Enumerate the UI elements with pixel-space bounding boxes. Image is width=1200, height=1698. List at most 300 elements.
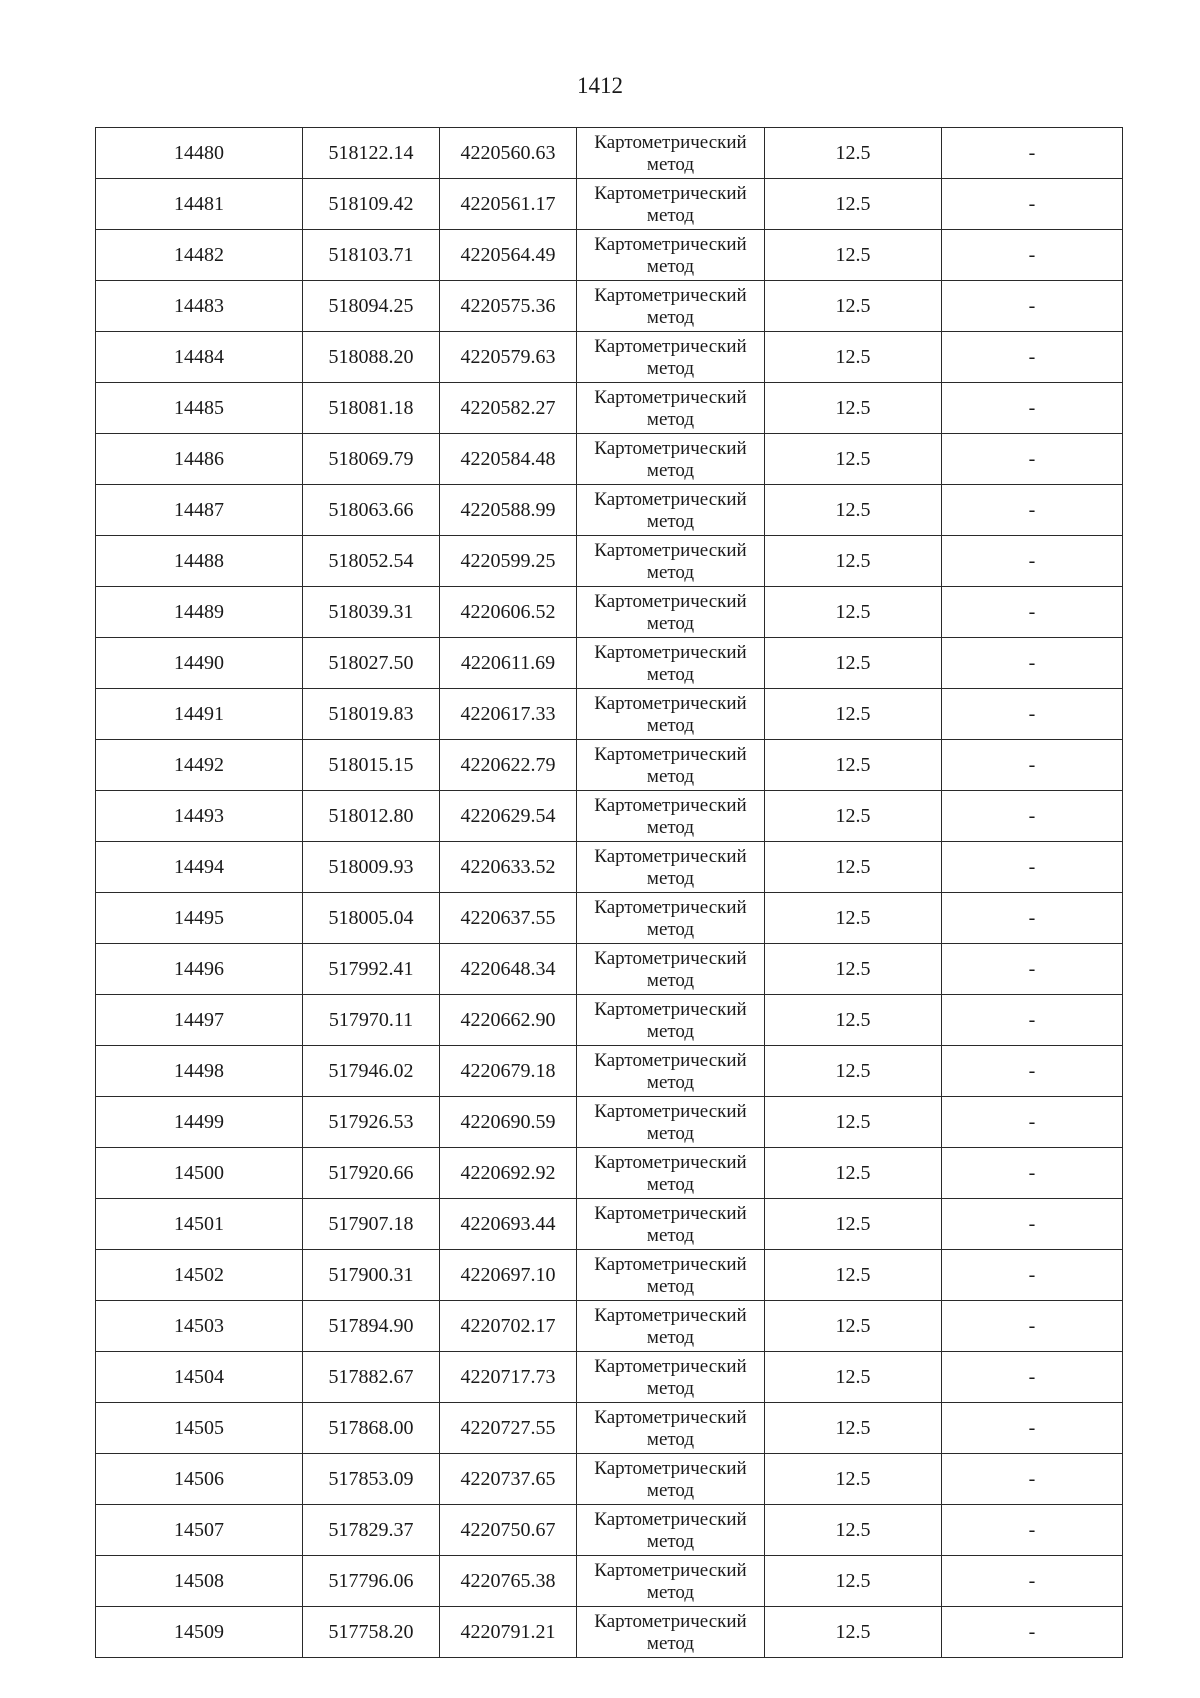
y-coordinate: 4220575.36 bbox=[460, 295, 556, 317]
y-coordinate-cell bbox=[440, 332, 577, 383]
point-number-cell bbox=[96, 1505, 303, 1556]
note-value: - bbox=[1028, 499, 1036, 521]
x-coordinate-cell bbox=[303, 1046, 440, 1097]
accuracy-value: 12.5 bbox=[835, 1519, 871, 1541]
accuracy-cell bbox=[765, 1046, 942, 1097]
table-row bbox=[96, 1046, 1123, 1097]
point-number: 14490 bbox=[174, 652, 224, 674]
y-coordinate-cell bbox=[440, 740, 577, 791]
page-number: 1412 bbox=[577, 73, 623, 98]
method-line-2: метод bbox=[646, 1377, 695, 1399]
table-body bbox=[96, 128, 1123, 1658]
point-number: 14482 bbox=[174, 244, 224, 266]
x-coordinate: 517992.41 bbox=[328, 958, 414, 980]
method-line-2: метод bbox=[646, 1632, 695, 1654]
accuracy-cell bbox=[765, 230, 942, 281]
point-number: 14498 bbox=[174, 1060, 224, 1082]
x-coordinate: 518109.42 bbox=[328, 193, 414, 215]
x-coordinate: 517926.53 bbox=[328, 1111, 414, 1133]
table-row bbox=[96, 383, 1123, 434]
y-coordinate: 4220582.27 bbox=[460, 397, 556, 419]
point-number: 14509 bbox=[174, 1621, 224, 1643]
coordinates-table bbox=[95, 127, 1123, 1658]
x-coordinate-cell bbox=[303, 1403, 440, 1454]
accuracy-value: 12.5 bbox=[835, 244, 871, 266]
y-coordinate: 4220617.33 bbox=[460, 703, 556, 725]
y-coordinate: 4220693.44 bbox=[460, 1213, 556, 1235]
accuracy-cell bbox=[765, 179, 942, 230]
point-number-cell bbox=[96, 1454, 303, 1505]
y-coordinate-cell bbox=[440, 1607, 577, 1658]
y-coordinate: 4220727.55 bbox=[460, 1417, 556, 1439]
table-row bbox=[96, 128, 1123, 179]
x-coordinate-cell bbox=[303, 1097, 440, 1148]
y-coordinate: 4220791.21 bbox=[460, 1621, 556, 1643]
method-line-2: метод bbox=[646, 1071, 695, 1093]
x-coordinate: 518103.71 bbox=[328, 244, 414, 266]
note-cell bbox=[942, 179, 1123, 230]
table-row bbox=[96, 944, 1123, 995]
method-line-2: метод bbox=[646, 969, 695, 991]
accuracy-cell bbox=[765, 995, 942, 1046]
method-cell bbox=[577, 842, 765, 893]
method-line-1: Картометрический bbox=[594, 488, 747, 510]
x-coordinate-cell bbox=[303, 230, 440, 281]
y-coordinate: 4220579.63 bbox=[460, 346, 556, 368]
method-line-1: Картометрический bbox=[594, 692, 747, 714]
accuracy-value: 12.5 bbox=[835, 448, 871, 470]
x-coordinate: 517894.90 bbox=[328, 1315, 414, 1337]
x-coordinate: 518063.66 bbox=[328, 499, 414, 521]
note-cell bbox=[942, 383, 1123, 434]
x-coordinate: 518027.50 bbox=[328, 652, 414, 674]
x-coordinate: 518088.20 bbox=[328, 346, 414, 368]
x-coordinate-cell bbox=[303, 740, 440, 791]
method-line-2: метод bbox=[646, 357, 695, 379]
point-number: 14493 bbox=[174, 805, 224, 827]
table-row bbox=[96, 791, 1123, 842]
y-coordinate-cell bbox=[440, 842, 577, 893]
accuracy-value: 12.5 bbox=[835, 805, 871, 827]
x-coordinate-cell bbox=[303, 536, 440, 587]
point-number: 14501 bbox=[174, 1213, 224, 1235]
note-value: - bbox=[1028, 1111, 1036, 1133]
accuracy-cell bbox=[765, 485, 942, 536]
accuracy-cell bbox=[765, 944, 942, 995]
accuracy-value: 12.5 bbox=[835, 1213, 871, 1235]
method-line-1: Картометрический bbox=[594, 1508, 747, 1530]
method-cell bbox=[577, 128, 765, 179]
accuracy-value: 12.5 bbox=[835, 652, 871, 674]
accuracy-cell bbox=[765, 281, 942, 332]
point-number-cell bbox=[96, 1403, 303, 1454]
x-coordinate-cell bbox=[303, 1454, 440, 1505]
note-value: - bbox=[1028, 601, 1036, 623]
table-row bbox=[96, 536, 1123, 587]
y-coordinate: 4220629.54 bbox=[460, 805, 556, 827]
x-coordinate-cell bbox=[303, 1148, 440, 1199]
y-coordinate: 4220611.69 bbox=[460, 652, 556, 674]
point-number: 14500 bbox=[174, 1162, 224, 1184]
method-line-1: Картометрический bbox=[594, 1049, 747, 1071]
point-number-cell bbox=[96, 128, 303, 179]
method-line-2: метод bbox=[646, 765, 695, 787]
y-coordinate: 4220717.73 bbox=[460, 1366, 556, 1388]
accuracy-value: 12.5 bbox=[835, 1315, 871, 1337]
point-number-cell bbox=[96, 689, 303, 740]
x-coordinate-cell bbox=[303, 1250, 440, 1301]
note-value: - bbox=[1028, 1417, 1036, 1439]
method-line-2: метод bbox=[646, 1020, 695, 1042]
point-number: 14506 bbox=[174, 1468, 224, 1490]
note-cell bbox=[942, 1403, 1123, 1454]
method-cell bbox=[577, 383, 765, 434]
point-number: 14495 bbox=[174, 907, 224, 929]
point-number-cell bbox=[96, 893, 303, 944]
accuracy-value: 12.5 bbox=[835, 1009, 871, 1031]
method-line-2: метод bbox=[646, 1173, 695, 1195]
x-coordinate: 517920.66 bbox=[328, 1162, 414, 1184]
y-coordinate-cell bbox=[440, 1199, 577, 1250]
point-number: 14508 bbox=[174, 1570, 224, 1592]
note-cell bbox=[942, 1607, 1123, 1658]
y-coordinate-cell bbox=[440, 281, 577, 332]
note-cell bbox=[942, 281, 1123, 332]
x-coordinate-cell bbox=[303, 485, 440, 536]
point-number-cell bbox=[96, 944, 303, 995]
method-line-1: Картометрический bbox=[594, 1253, 747, 1275]
method-line-1: Картометрический bbox=[594, 641, 747, 663]
method-cell bbox=[577, 638, 765, 689]
x-coordinate-cell bbox=[303, 1352, 440, 1403]
table-row bbox=[96, 1454, 1123, 1505]
accuracy-cell bbox=[765, 1199, 942, 1250]
method-cell bbox=[577, 1148, 765, 1199]
x-coordinate: 517853.09 bbox=[328, 1468, 414, 1490]
y-coordinate: 4220588.99 bbox=[460, 499, 556, 521]
note-value: - bbox=[1028, 550, 1036, 572]
note-cell bbox=[942, 1148, 1123, 1199]
y-coordinate: 4220560.63 bbox=[460, 142, 556, 164]
y-coordinate: 4220662.90 bbox=[460, 1009, 556, 1031]
point-number-cell bbox=[96, 638, 303, 689]
point-number-cell bbox=[96, 1199, 303, 1250]
note-value: - bbox=[1028, 244, 1036, 266]
y-coordinate: 4220633.52 bbox=[460, 856, 556, 878]
point-number-cell bbox=[96, 1148, 303, 1199]
accuracy-value: 12.5 bbox=[835, 1366, 871, 1388]
note-cell bbox=[942, 587, 1123, 638]
x-coordinate: 518122.14 bbox=[328, 142, 414, 164]
note-value: - bbox=[1028, 703, 1036, 725]
table-row bbox=[96, 740, 1123, 791]
accuracy-cell bbox=[765, 434, 942, 485]
method-line-2: метод bbox=[646, 561, 695, 583]
y-coordinate: 4220690.59 bbox=[460, 1111, 556, 1133]
note-cell bbox=[942, 536, 1123, 587]
x-coordinate-cell bbox=[303, 1505, 440, 1556]
note-value: - bbox=[1028, 1570, 1036, 1592]
method-line-2: метод bbox=[646, 918, 695, 940]
point-number: 14483 bbox=[174, 295, 224, 317]
method-line-1: Картометрический bbox=[594, 896, 747, 918]
y-coordinate-cell bbox=[440, 1250, 577, 1301]
x-coordinate: 517868.00 bbox=[328, 1417, 414, 1439]
point-number: 14491 bbox=[174, 703, 224, 725]
point-number-cell bbox=[96, 1301, 303, 1352]
point-number-cell bbox=[96, 1250, 303, 1301]
method-cell bbox=[577, 179, 765, 230]
method-cell bbox=[577, 1454, 765, 1505]
point-number: 14494 bbox=[174, 856, 224, 878]
accuracy-cell bbox=[765, 740, 942, 791]
y-coordinate-cell bbox=[440, 791, 577, 842]
x-coordinate-cell bbox=[303, 332, 440, 383]
method-line-1: Картометрический bbox=[594, 437, 747, 459]
point-number-cell bbox=[96, 485, 303, 536]
point-number: 14488 bbox=[174, 550, 224, 572]
accuracy-cell bbox=[765, 1556, 942, 1607]
table-row bbox=[96, 179, 1123, 230]
accuracy-cell bbox=[765, 332, 942, 383]
accuracy-value: 12.5 bbox=[835, 1060, 871, 1082]
table-row bbox=[96, 1250, 1123, 1301]
method-line-1: Картометрический bbox=[594, 794, 747, 816]
note-cell bbox=[942, 1097, 1123, 1148]
method-line-1: Картометрический bbox=[594, 1151, 747, 1173]
method-line-1: Картометрический bbox=[594, 947, 747, 969]
note-cell bbox=[942, 332, 1123, 383]
method-line-2: метод bbox=[646, 204, 695, 226]
point-number-cell bbox=[96, 1046, 303, 1097]
accuracy-value: 12.5 bbox=[835, 1111, 871, 1133]
method-cell bbox=[577, 893, 765, 944]
accuracy-value: 12.5 bbox=[835, 1468, 871, 1490]
point-number-cell bbox=[96, 434, 303, 485]
note-value: - bbox=[1028, 1162, 1036, 1184]
x-coordinate: 517900.31 bbox=[328, 1264, 414, 1286]
accuracy-cell bbox=[765, 893, 942, 944]
method-line-2: метод bbox=[646, 153, 695, 175]
note-value: - bbox=[1028, 754, 1036, 776]
x-coordinate: 517758.20 bbox=[328, 1621, 414, 1643]
note-cell bbox=[942, 893, 1123, 944]
y-coordinate: 4220622.79 bbox=[460, 754, 556, 776]
method-cell bbox=[577, 1301, 765, 1352]
x-coordinate-cell bbox=[303, 383, 440, 434]
point-number: 14481 bbox=[174, 193, 224, 215]
accuracy-cell bbox=[765, 1148, 942, 1199]
note-cell bbox=[942, 1046, 1123, 1097]
accuracy-cell bbox=[765, 791, 942, 842]
x-coordinate: 518069.79 bbox=[328, 448, 414, 470]
y-coordinate-cell bbox=[440, 638, 577, 689]
method-cell bbox=[577, 1505, 765, 1556]
point-number: 14507 bbox=[174, 1519, 224, 1541]
method-line-1: Картометрический bbox=[594, 1559, 747, 1581]
y-coordinate-cell bbox=[440, 1556, 577, 1607]
method-cell bbox=[577, 1607, 765, 1658]
method-line-1: Картометрический bbox=[594, 386, 747, 408]
accuracy-cell bbox=[765, 1454, 942, 1505]
x-coordinate: 517829.37 bbox=[328, 1519, 414, 1541]
accuracy-cell bbox=[765, 1097, 942, 1148]
y-coordinate-cell bbox=[440, 893, 577, 944]
note-cell bbox=[942, 1454, 1123, 1505]
y-coordinate: 4220637.55 bbox=[460, 907, 556, 929]
point-number: 14487 bbox=[174, 499, 224, 521]
note-value: - bbox=[1028, 958, 1036, 980]
table-row bbox=[96, 689, 1123, 740]
note-cell bbox=[942, 128, 1123, 179]
method-cell bbox=[577, 536, 765, 587]
note-cell bbox=[942, 1301, 1123, 1352]
accuracy-cell bbox=[765, 1607, 942, 1658]
method-line-1: Картометрический bbox=[594, 539, 747, 561]
method-cell bbox=[577, 434, 765, 485]
accuracy-value: 12.5 bbox=[835, 550, 871, 572]
note-value: - bbox=[1028, 1315, 1036, 1337]
x-coordinate: 518039.31 bbox=[328, 601, 414, 623]
y-coordinate-cell bbox=[440, 434, 577, 485]
method-line-2: метод bbox=[646, 867, 695, 889]
method-line-2: метод bbox=[646, 459, 695, 481]
method-cell bbox=[577, 944, 765, 995]
accuracy-cell bbox=[765, 842, 942, 893]
y-coordinate-cell bbox=[440, 536, 577, 587]
y-coordinate-cell bbox=[440, 1403, 577, 1454]
point-number: 14502 bbox=[174, 1264, 224, 1286]
x-coordinate: 517946.02 bbox=[328, 1060, 414, 1082]
note-value: - bbox=[1028, 142, 1036, 164]
method-cell bbox=[577, 587, 765, 638]
method-line-1: Картометрический bbox=[594, 284, 747, 306]
accuracy-cell bbox=[765, 536, 942, 587]
accuracy-cell bbox=[765, 689, 942, 740]
point-number: 14489 bbox=[174, 601, 224, 623]
point-number: 14486 bbox=[174, 448, 224, 470]
method-line-2: метод bbox=[646, 1581, 695, 1603]
accuracy-cell bbox=[765, 128, 942, 179]
accuracy-value: 12.5 bbox=[835, 295, 871, 317]
accuracy-cell bbox=[765, 383, 942, 434]
method-line-1: Картометрический bbox=[594, 1355, 747, 1377]
method-line-1: Картометрический bbox=[594, 998, 747, 1020]
method-line-2: метод bbox=[646, 1275, 695, 1297]
method-cell bbox=[577, 1352, 765, 1403]
point-number: 14484 bbox=[174, 346, 224, 368]
x-coordinate: 518052.54 bbox=[328, 550, 414, 572]
y-coordinate-cell bbox=[440, 1454, 577, 1505]
note-cell bbox=[942, 791, 1123, 842]
y-coordinate: 4220702.17 bbox=[460, 1315, 556, 1337]
method-line-2: метод bbox=[646, 510, 695, 532]
table-row bbox=[96, 1505, 1123, 1556]
accuracy-cell bbox=[765, 638, 942, 689]
note-cell bbox=[942, 230, 1123, 281]
table-row bbox=[96, 332, 1123, 383]
y-coordinate-cell bbox=[440, 1097, 577, 1148]
y-coordinate-cell bbox=[440, 1046, 577, 1097]
note-value: - bbox=[1028, 1519, 1036, 1541]
note-cell bbox=[942, 944, 1123, 995]
accuracy-value: 12.5 bbox=[835, 958, 871, 980]
method-line-2: метод bbox=[646, 612, 695, 634]
x-coordinate: 518009.93 bbox=[328, 856, 414, 878]
table-row bbox=[96, 1403, 1123, 1454]
table-row bbox=[96, 995, 1123, 1046]
accuracy-cell bbox=[765, 1352, 942, 1403]
method-cell bbox=[577, 1046, 765, 1097]
x-coordinate: 518094.25 bbox=[328, 295, 414, 317]
method-line-1: Картометрический bbox=[594, 1100, 747, 1122]
accuracy-value: 12.5 bbox=[835, 907, 871, 929]
method-cell bbox=[577, 485, 765, 536]
point-number: 14497 bbox=[174, 1009, 224, 1031]
note-cell bbox=[942, 1250, 1123, 1301]
note-cell bbox=[942, 638, 1123, 689]
note-value: - bbox=[1028, 346, 1036, 368]
note-value: - bbox=[1028, 1621, 1036, 1643]
method-line-1: Картометрический bbox=[594, 131, 747, 153]
y-coordinate-cell bbox=[440, 1301, 577, 1352]
y-coordinate-cell bbox=[440, 1505, 577, 1556]
point-number-cell bbox=[96, 281, 303, 332]
table-row bbox=[96, 485, 1123, 536]
y-coordinate: 4220679.18 bbox=[460, 1060, 556, 1082]
method-line-2: метод bbox=[646, 663, 695, 685]
x-coordinate-cell bbox=[303, 791, 440, 842]
note-cell bbox=[942, 1352, 1123, 1403]
method-line-1: Картометрический bbox=[594, 1457, 747, 1479]
method-line-1: Картометрический bbox=[594, 233, 747, 255]
note-value: - bbox=[1028, 397, 1036, 419]
method-line-1: Картометрический bbox=[594, 590, 747, 612]
x-coordinate-cell bbox=[303, 1607, 440, 1658]
point-number-cell bbox=[96, 230, 303, 281]
method-cell bbox=[577, 332, 765, 383]
note-value: - bbox=[1028, 856, 1036, 878]
note-cell bbox=[942, 1505, 1123, 1556]
method-cell bbox=[577, 1097, 765, 1148]
y-coordinate-cell bbox=[440, 1148, 577, 1199]
method-cell bbox=[577, 281, 765, 332]
x-coordinate-cell bbox=[303, 587, 440, 638]
table-row bbox=[96, 1097, 1123, 1148]
point-number-cell bbox=[96, 1607, 303, 1658]
method-line-2: метод bbox=[646, 306, 695, 328]
y-coordinate: 4220561.17 bbox=[460, 193, 556, 215]
y-coordinate-cell bbox=[440, 587, 577, 638]
x-coordinate-cell bbox=[303, 842, 440, 893]
point-number: 14504 bbox=[174, 1366, 224, 1388]
accuracy-cell bbox=[765, 1403, 942, 1454]
point-number-cell bbox=[96, 740, 303, 791]
x-coordinate-cell bbox=[303, 893, 440, 944]
x-coordinate-cell bbox=[303, 1199, 440, 1250]
y-coordinate-cell bbox=[440, 179, 577, 230]
accuracy-value: 12.5 bbox=[835, 142, 871, 164]
x-coordinate: 518005.04 bbox=[328, 907, 414, 929]
accuracy-cell bbox=[765, 587, 942, 638]
table-row bbox=[96, 1556, 1123, 1607]
method-line-2: метод bbox=[646, 1428, 695, 1450]
x-coordinate: 517970.11 bbox=[328, 1009, 414, 1031]
method-cell bbox=[577, 740, 765, 791]
x-coordinate-cell bbox=[303, 995, 440, 1046]
method-line-1: Картометрический bbox=[594, 743, 747, 765]
note-cell bbox=[942, 1556, 1123, 1607]
